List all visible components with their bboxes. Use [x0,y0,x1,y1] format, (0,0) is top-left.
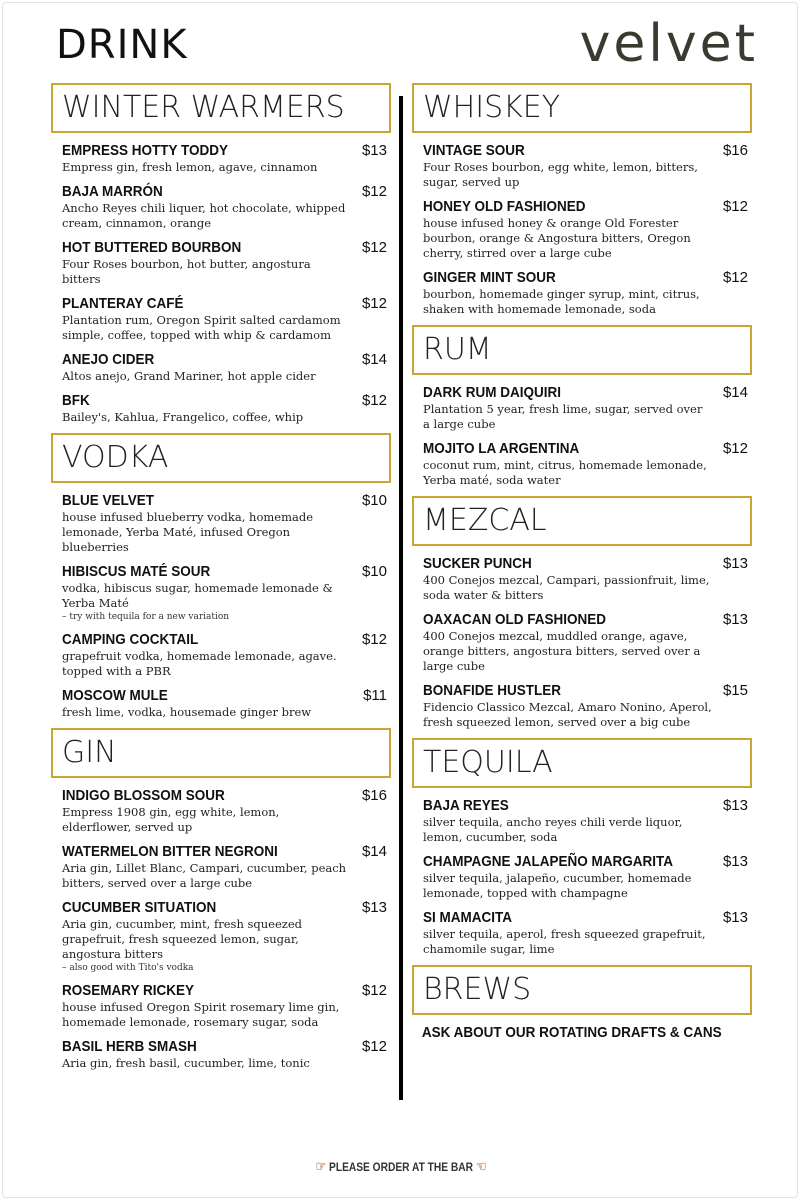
item-price: $15 [722,682,748,699]
item-name: MOJITO LA ARGENTINA [423,440,580,457]
item-description: Ancho Reyes chili liquer, hot chocolate, whipped cream, cinnamon, orange [62,201,346,230]
item-description: Plantation 5 year, fresh lime, sugar, served over a large cube [423,402,703,431]
menu-item [412,440,752,488]
item-description: fresh lime, vodka, housemade ginger brew [62,705,312,719]
item-description: silver tequila, aperol, fresh squeezed grapefruit, chamomile sugar, lime [423,927,706,956]
menu-item [51,295,391,343]
item-name: OAXACAN OLD FASHIONED [423,611,607,628]
item-description: grapefruit vodka, homemade lemonade, agave. topped with a PBR [62,649,337,678]
item-price: $13 [722,555,748,572]
item-description: Fidencio Classico Mezcal, Amaro Nonino, Aperol, fresh squeezed lemon, served over a big cube [423,700,712,729]
item-name: HOT BUTTERED BOURBON [62,239,242,256]
item-description: Altos anejo, Grand Mariner, hot apple cider [62,369,316,383]
item-description: house infused Oregon Spirit rosemary lime gin, homemade lemonade, rosemary sugar, soda [62,1000,340,1029]
section-title: RUM [412,325,752,375]
menu-item [51,563,391,623]
menu-item [51,631,391,679]
brand-logo: velvet [579,14,758,74]
item-description: Aria gin, Lillet Blanc, Campari, cucumber, peach bitters, served over a large cube [62,861,347,890]
item-name: BFK [62,392,90,409]
menu-item [51,239,391,287]
section-title: GIN [51,728,391,778]
footer-text: PLEASE ORDER AT THE BAR [329,1160,473,1174]
menu-section [412,496,752,730]
section-title: WINTER WARMERS [51,83,391,133]
item-name: SI MAMACITA [423,909,513,926]
menu-item [51,392,391,425]
item-price: $11 [363,687,387,704]
item-price: $16 [361,787,387,804]
item-name: BAJA MARRÓN [62,183,163,200]
item-price: $13 [722,611,748,628]
item-description: house infused honey & orange Old Forester bourbon, orange & Angostura bitters, Oregon cherry, stirred over a large cube [423,216,691,260]
section-title: BREWS [412,965,752,1015]
menu-section [412,738,752,957]
item-price: $14 [722,384,748,401]
item-name: CUCUMBER SITUATION [62,899,217,916]
menu-item [51,492,391,555]
section-title: TEQUILA [412,738,752,788]
menu-item [51,1038,391,1071]
item-name: SUCKER PUNCH [423,555,532,572]
menu-item [51,843,391,891]
item-name: WATERMELON BITTER NEGRONI [62,843,278,860]
item-price: $12 [361,392,387,409]
page-title: DRINK [56,22,188,68]
item-name: ROSEMARY RICKEY [62,982,195,999]
item-description: Aria gin, fresh basil, cucumber, lime, tonic [62,1056,310,1070]
item-price: $12 [361,295,387,312]
item-description: Four Roses bourbon, hot butter, angostura bitters [62,257,311,286]
item-price: $10 [361,492,387,509]
menu-item [412,384,752,432]
item-price: $12 [361,239,387,256]
item-price: $16 [722,142,748,159]
item-description: silver tequila, ancho reyes chili verde liquor, lemon, cucumber, soda [423,815,683,844]
item-price: $12 [361,183,387,200]
item-name: BONAFIDE HUSTLER [423,682,562,699]
item-name: DARK RUM DAIQUIRI [423,384,561,401]
left-column [51,83,391,1079]
item-price: $12 [361,1038,387,1055]
item-name: INDIGO BLOSSOM SOUR [62,787,225,804]
item-price: $12 [722,440,748,457]
item-price: $13 [722,853,748,870]
item-name: HONEY OLD FASHIONED [423,198,586,215]
item-name: ANEJO CIDER [62,351,155,368]
menu-item [51,183,391,231]
footer [60,1158,742,1175]
menu-section [412,325,752,488]
item-description: Aria gin, cucumber, mint, fresh squeezed grapefruit, fresh squeezed lemon, sugar, angostura bitters [62,917,303,961]
menu-section [51,83,391,425]
item-price: $12 [722,269,748,286]
item-name: BLUE VELVET [62,492,155,509]
item-price: $13 [722,797,748,814]
menu-item [51,351,391,384]
menu-item [412,555,752,603]
item-name: HIBISCUS MATÉ SOUR [62,563,211,580]
item-price: $13 [722,909,748,926]
pointing-hand-left-icon: ☜ [475,1158,487,1174]
menu-section [412,83,752,317]
menu-item [412,797,752,845]
right-column [412,83,752,1041]
item-price: $14 [361,843,387,860]
menu-item [51,982,391,1030]
item-price: $12 [722,198,748,215]
item-name: EMPRESS HOTTY TODDY [62,142,229,159]
section-title: VODKA [51,433,391,483]
menu-item [412,682,752,730]
item-name: BASIL HERB SMASH [62,1038,197,1055]
item-description: vodka, hibiscus sugar, homemade lemonade & Yerba Maté [62,581,333,610]
item-description: Empress 1908 gin, egg white, lemon, elderflower, served up [62,805,280,834]
item-description: Bailey's, Kahlua, Frangelico, coffee, whip [62,410,304,424]
item-description: 400 Conejos mezcal, muddled orange, agave, orange bitters, angostura bitters, served over a large cube [423,629,701,673]
item-name: BAJA REYES [423,797,509,814]
item-price: $12 [361,631,387,648]
item-description: Four Roses bourbon, egg white, lemon, bitters, sugar, served up [423,160,698,189]
menu-section [51,728,391,1071]
column-divider [399,96,403,1100]
item-name: CAMPING COCKTAIL [62,631,199,648]
section-note: ASK ABOUT OUR ROTATING DRAFTS & CANS [421,1024,722,1041]
menu-item [412,269,752,317]
item-price: $13 [361,142,387,159]
menu-section [51,433,391,720]
menu-item [51,899,391,974]
menu-item [51,787,391,835]
item-name: PLANTERAY CAFÉ [62,295,184,312]
item-description: silver tequila, jalapeño, cucumber, homemade lemonade, topped with champagne [423,871,692,900]
item-description: house infused blueberry vodka, homemade lemonade, Yerba Maté, infused Oregon blueberries [62,510,314,554]
item-description: 400 Conejos mezcal, Campari, passionfruit, lime, soda water & bitters [423,573,710,602]
menu-item [412,909,752,957]
item-description: coconut rum, mint, citrus, homemade lemonade, Yerba maté, soda water [423,458,707,487]
pointing-hand-right-icon: ☞ [315,1158,327,1174]
item-note: – try with tequila for a new variation [62,612,230,622]
section-title: WHISKEY [412,83,752,133]
section-title: MEZCAL [412,496,752,546]
menu-item [51,142,391,175]
menu-item [51,687,391,720]
item-price: $13 [361,899,387,916]
item-price: $12 [361,982,387,999]
menu-item [412,198,752,261]
item-name: MOSCOW MULE [62,687,168,704]
item-name: CHAMPAGNE JALAPEÑO MARGARITA [423,853,674,870]
item-name: VINTAGE SOUR [423,142,525,159]
menu-section [412,965,752,1041]
item-name: GINGER MINT SOUR [423,269,556,286]
item-note: – also good with Tito's vodka [62,963,194,973]
menu-item [412,611,752,674]
item-price: $10 [361,563,387,580]
item-description: Plantation rum, Oregon Spirit salted cardamom simple, coffee, topped with whip & cardamom [62,313,341,342]
item-price: $14 [361,351,387,368]
item-description: Empress gin, fresh lemon, agave, cinnamon [62,160,318,174]
menu-item [412,142,752,190]
menu-item [412,853,752,901]
item-description: bourbon, homemade ginger syrup, mint, citrus, shaken with homemade lemonade, soda [423,287,700,316]
